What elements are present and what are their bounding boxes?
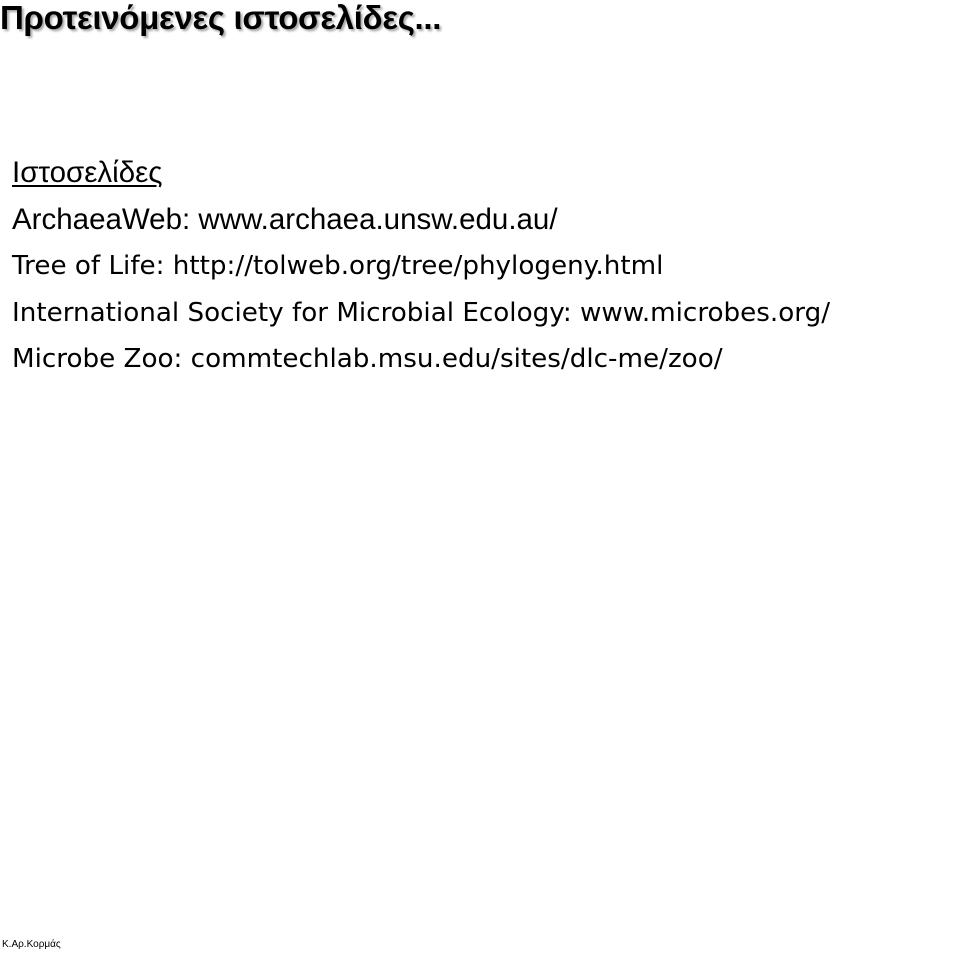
link-archaeaweb[interactable]: ArchaeaWeb: www.archaea.unsw.edu.au/ bbox=[12, 202, 558, 236]
link-isme[interactable]: International Society for Microbial Ecology: www.microbes.org/ bbox=[12, 297, 831, 328]
link-microbe-zoo[interactable]: Microbe Zoo: commtechlab.msu.edu/sites/dlc-me/zoo/ bbox=[12, 344, 723, 374]
section-heading-link[interactable]: Ιστοσελίδες bbox=[12, 156, 163, 189]
footer-author: Κ.Αρ.Κορμάς bbox=[2, 939, 61, 950]
slide-title: Προτεινόμενες ιστοσελίδες... bbox=[0, 0, 442, 36]
slide-content bbox=[12, 150, 830, 383]
link-tree-of-life[interactable]: Tree of Life: http://tolweb.org/tree/phylogeny.html bbox=[12, 251, 664, 281]
